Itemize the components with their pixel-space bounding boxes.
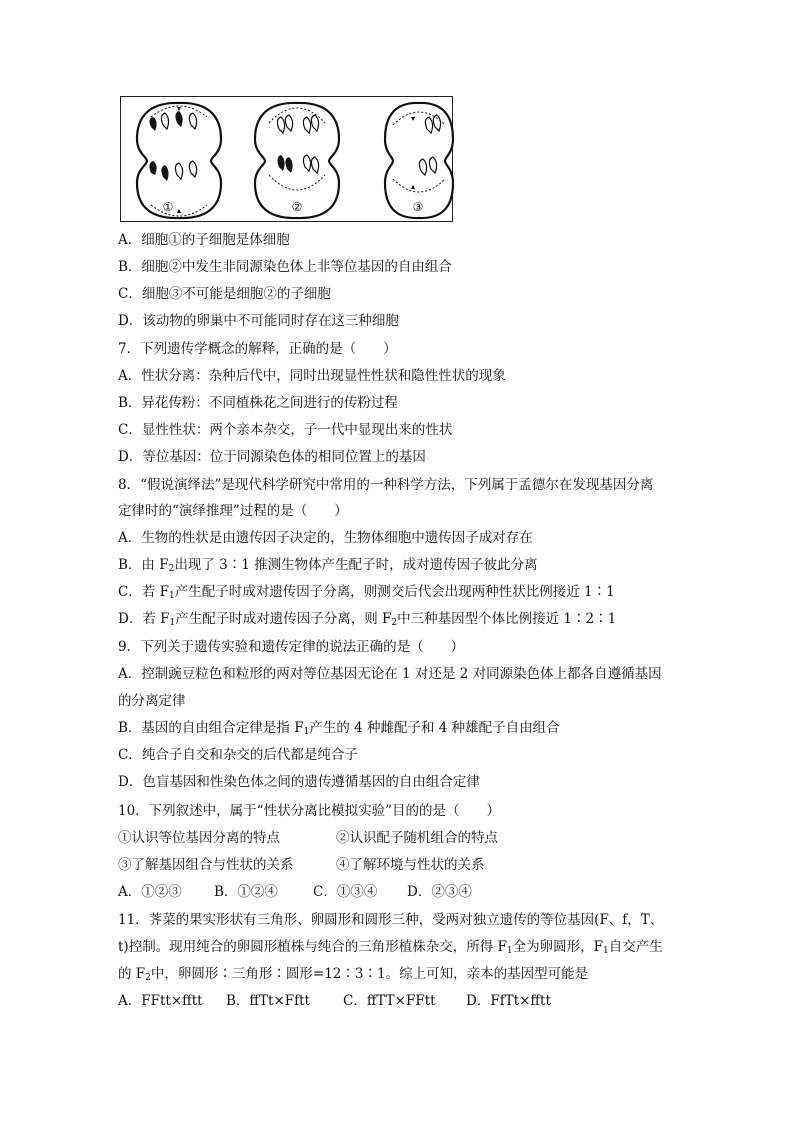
q8-option-b: B．由 $F_2$出现了 3∶1 推测生物体产生配子时，成对遗传因子彼此分离 — [118, 557, 538, 574]
q10-option-b: B．①②④ — [214, 884, 278, 900]
q6-option-d: D．该动物的卵巢中不可能同时存在这三种细胞 — [118, 313, 399, 329]
q10-option-d: D．②③④ — [407, 884, 472, 900]
q10-item-4: ④了解环境与性状的关系 — [336, 857, 485, 873]
q6-option-a: A．细胞①的子细胞是体细胞 — [118, 232, 290, 248]
q11-option-b: B．ffTt×Fftt — [226, 993, 310, 1009]
q10-item-3: ③了解基因组合与性状的关系 — [118, 857, 294, 873]
q11-line3: 的 $F_2$中，卵圆形∶三角形∶圆形=12∶3∶1。综上可知，亲本的基因型可能是 — [118, 966, 589, 983]
q6-option-c: C．细胞③不可能是细胞②的子细胞 — [118, 286, 331, 302]
cell-division-figure — [120, 96, 453, 222]
q8-stem-line1: 8．“假说演绎法”是现代科学研究中常用的一种科学方法，下列属于孟德尔在发现基因分离 — [118, 477, 654, 493]
figure-caption-2: ② — [291, 200, 303, 214]
q11-option-c: C．ffTT×FFtt — [343, 993, 436, 1009]
q10-option-a: A．①②③ — [118, 884, 182, 900]
q9-option-c: C．纯合子自交和杂交的后代都是纯合子 — [118, 747, 358, 763]
q7-option-b: B．异花传粉：不同植株花之间进行的传粉过程 — [118, 395, 398, 411]
cell-1-diagram — [137, 103, 221, 218]
figure-caption-3: ③ — [412, 200, 424, 214]
q7-stem: 7．下列遗传学概念的解释，正确的是（ ） — [118, 341, 397, 357]
q9-stem: 9．下列关于遗传实验和遗传定律的说法正确的是（ ） — [118, 639, 465, 655]
q11-line1: 11．荠菜的果实形状有三角形、卵圆形和圆形三种，受两对独立遗传的等位基因(F、f，T、 — [118, 912, 664, 928]
q9-option-a-line1: A．控制豌豆粒色和粒形的两对等位基因无论在 1 对还是 2 对同源染色体上都各自遵循基因 — [118, 666, 662, 682]
q9-option-d: D．色盲基因和性染色体之间的遗传遵循基因的自由组合定律 — [118, 774, 480, 790]
q7-option-c: C．显性性状：两个亲本杂交，子一代中显现出来的性状 — [118, 422, 453, 438]
q6-option-b: B．细胞②中发生非同源染色体上非等位基因的自由组合 — [118, 259, 452, 275]
q10-item-1: ①认识等位基因分离的特点 — [118, 830, 280, 846]
figure-caption-1: ① — [162, 200, 174, 214]
q8-option-d: D．若 $F_1$产生配子时成对遗传因子分离，则 $F_2$中三种基因型个体比例接近 1∶2∶1 — [118, 611, 617, 628]
q8-option-c: C．若 $F_1$产生配子时成对遗传因子分离，则测交后代会出现两种性状比例接近 1∶1 — [118, 584, 615, 601]
q10-option-c: C．①③④ — [313, 884, 378, 900]
q8-stem-line2: 定律时的“演绎推理”过程的是（ ） — [118, 503, 348, 519]
q9-option-b: B．基因的自由组合定律是指 $F_1$产生的 4 种雌配子和 4 种雄配子自由组合 — [118, 720, 560, 737]
q9-option-a-line2: 的分离定律 — [118, 693, 186, 709]
q11-option-a: A．FFtt×fftt — [118, 993, 203, 1009]
q8-option-a: A．生物的性状是由遗传因子决定的，生物体细胞中遗传因子成对存在 — [118, 530, 533, 546]
q11-line2: t)控制。现用纯合的卵圆形植株与纯合的三角形植株杂交，所得 $F_1$全为卵圆形，$F_1$自交产生 — [118, 939, 663, 956]
q7-option-d: D．等位基因：位于同源染色体的相同位置上的基因 — [118, 449, 426, 465]
q7-option-a: A．性状分离：杂种后代中，同时出现显性性状和隐性性状的现象 — [118, 368, 506, 384]
q10-stem: 10．下列叙述中，属于“性状分离比模拟实验”目的的是（ ） — [118, 803, 500, 819]
q10-item-2: ②认识配子随机组合的特点 — [336, 830, 498, 846]
q11-option-d: D．FfTt×fftt — [466, 993, 551, 1009]
